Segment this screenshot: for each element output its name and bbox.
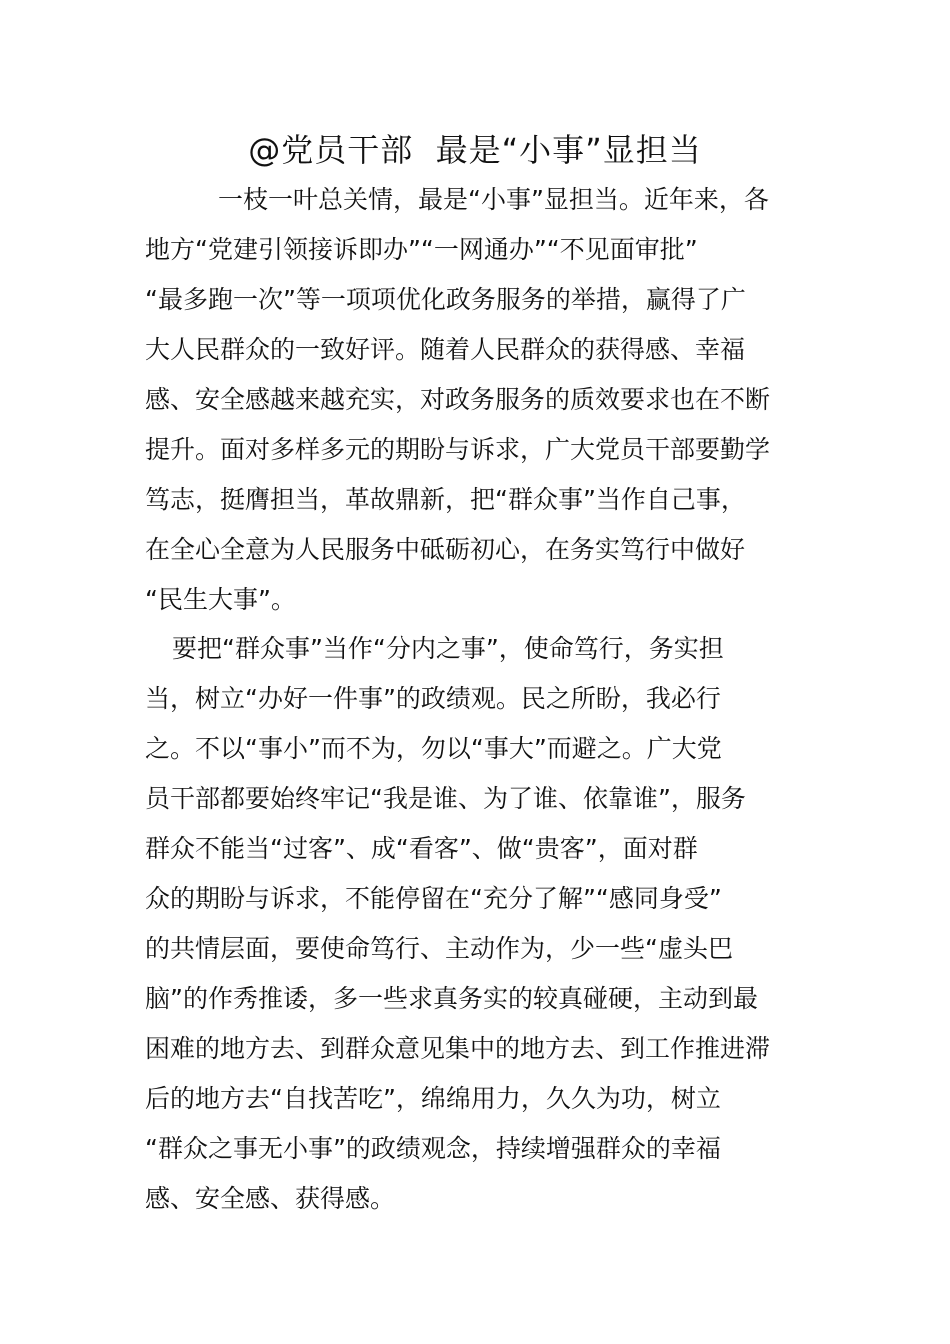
paragraph-2-line: 感、安全感、获得感。 — [145, 1184, 396, 1213]
paragraph-1-line: “民生大事”。 — [145, 585, 296, 614]
paragraph-2-line: 脑”的作秀推诿，多一些求真务实的较真碰硬，主动到最 — [145, 984, 758, 1013]
document-title: @党员干部 最是“小事”显担当 — [248, 131, 702, 169]
paragraph-2-line: 当，树立“办好一件事”的政绩观。民之所盼，我必行 — [145, 684, 721, 713]
paragraph-2-line: 困难的地方去、到群众意见集中的地方去、到工作推进滞 — [145, 1034, 771, 1063]
paragraph-1-line: 在全心全意为人民服务中砥砺初心，在务实笃行中做好 — [145, 535, 746, 564]
paragraph-2-line: “群众之事无小事”的政绩观念，持续增强群众的幸福 — [145, 1134, 721, 1163]
paragraph-1-line: 地方“党建引领接诉即办”“一网通办”“不见面审批” — [145, 235, 698, 264]
paragraph-1-line: 大人民群众的一致好评。随着人民群众的获得感、幸福 — [145, 335, 746, 364]
paragraph-2-line: 员干部都要始终牢记“我是谁、为了谁、依靠谁”，服务 — [145, 784, 746, 813]
paragraph-1-line: 一枝一叶总关情，最是“小事”显担当。近年来，各 — [218, 185, 769, 214]
paragraph-1-line: 笃志，挺膺担当，革故鼎新，把“群众事”当作自己事， — [145, 485, 746, 514]
paragraph-1-line: “最多跑一次”等一项项优化政务服务的举措，赢得了广 — [145, 285, 746, 314]
paragraph-2-line: 的共情层面，要使命笃行、主动作为，少一些“虚头巴 — [145, 934, 733, 963]
paragraph-1-line: 提升。面对多样多元的期盼与诉求，广大党员干部要勤学 — [145, 435, 771, 464]
paragraph-2-line: 众的期盼与诉求，不能停留在“充分了解”“感同身受” — [145, 884, 722, 913]
paragraph-2-line: 要把“群众事”当作“分内之事”，使命笃行，务实担 — [172, 634, 724, 663]
paragraph-2-line: 群众不能当“过客”、成“看客”、做“贵客”，面对群 — [145, 834, 698, 863]
paragraph-1-line: 感、安全感越来越充实，对政务服务的质效要求也在不断 — [145, 385, 771, 414]
paragraph-2-line: 之。不以“事小”而不为，勿以“事大”而避之。广大党 — [145, 734, 722, 763]
paragraph-2-line: 后的地方去“自找苦吃”，绵绵用力，久久为功，树立 — [145, 1084, 721, 1113]
